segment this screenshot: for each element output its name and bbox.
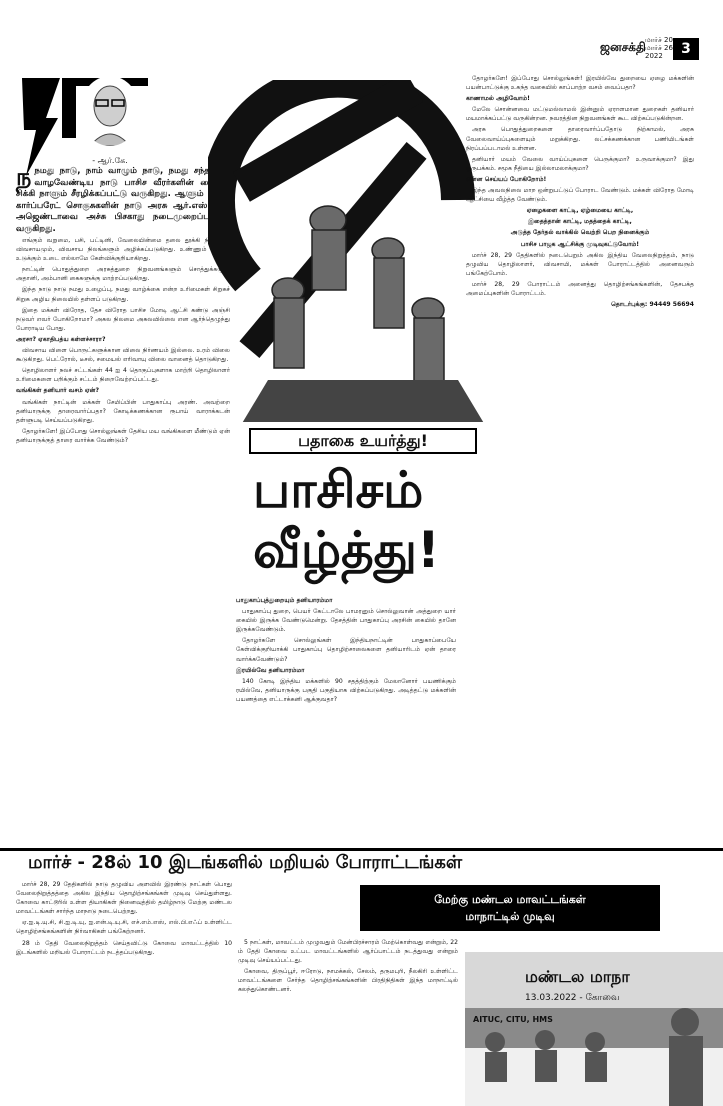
paragraph: 28 ம் தேதி வேலைநிறுத்தம் செய்தவிட்டு கோவை மாவட்டத்தில் 10 இடங்களில் மறியல் போராட்டம் நடத்தப்படுகிறது. bbox=[16, 939, 232, 956]
sub-headline-banner bbox=[360, 885, 660, 931]
issue-dates bbox=[645, 36, 673, 60]
subheading: காணாமல் அழிவோம்! bbox=[466, 95, 530, 103]
article-column-3 bbox=[466, 74, 694, 846]
paragraph: இதை மக்கள் விரோத, தேச விரோத பாசிச மோடி ஆட்சி கண்டு அஞ்சி நடுவர் எவர் போகிறோமா? அகல நிலமை அகலவில்லை என ஆர்ந்தெழுந்து போராடிய போது. bbox=[16, 306, 230, 332]
paragraph: மார்ச் 28, 29 தேதிகளில் நடைபெறும் அகில இந்திய வேலைநிறுத்தம், நாடு தழுவிய தொழிலாளர், விவசாயி, மக்கள் போராட்டத்தில் அனைவரும் பங்கேற்போம். bbox=[466, 251, 694, 277]
paragraph: அரசு பொதுத்துறைகளை தாரைவார்ப்பதோடு நிற்காமல், அரசு வேலைவாய்ப்புகளையும் மறுக்கிறது. லட்சக்கணக்கான பணியிடங்கள் நிரப்பப்படாமல் உள்ளன. bbox=[466, 126, 694, 152]
photo-unions-text: AITUC, CITU, HMS bbox=[473, 1015, 553, 1024]
subheading: பாதுகாப்புத்துறையும் தனியாரம்மா bbox=[236, 597, 333, 604]
paragraph: இந்த நாடு நாடு நமது உழைப்பு, நமது வாழ்க்கை என்ற உரிமைகள் சிறுகச் சிறுக அழிய நிலையில் தள்ளப் படுகிறது. bbox=[16, 286, 230, 303]
subheading: வங்கிகள் தனியார் வசம் ஏன்? bbox=[16, 387, 100, 395]
dropcap: ந bbox=[16, 163, 32, 191]
paragraph: தோழர்களே சொல்லுங்கள் இந்தியநாட்டின் பாதுகாப்பையே கேள்விக்குறியாக்கி பாதுகாப்பு தொழிற்சாலைகளை தனியாரிடம் ஏன் தாரை வார்க்கவேண்டும்? bbox=[236, 637, 456, 663]
hammer-sickle-artwork bbox=[208, 80, 500, 430]
lead-paragraph bbox=[16, 163, 230, 235]
article-column-1 bbox=[16, 236, 230, 846]
slogan-line: இதைத்தான் காட்டி, மதத்தைக் காட்டி, bbox=[528, 218, 632, 226]
conference-photo bbox=[465, 952, 723, 1106]
subheading: என்ன செய்யப் போகிறோம்! bbox=[466, 175, 547, 183]
paragraph: மார்ச் 28, 29 தேதிகளில் நாடு தழுவிய அளவில் இரண்டு நாட்கள் பொது வேலைநிறுத்தத்தை அகில இந்திய தொழிற்சங்கங்கள் முடிவு செய்துள்ளது. கோவை காட்டூரில் உள்ள தியாகிகள் நினைவுத்தில் தமிழ்நாடு மேற்கு மண்டல மாவட்டங்கள் சார்ந்த மாநாடு நடைபெற்றது. bbox=[16, 881, 232, 916]
author-name: - ஆர்.கே. bbox=[92, 156, 128, 165]
bottom-column-2 bbox=[238, 938, 458, 1098]
slogan-line: பாசிச பாஜக ஆட்சிக்கு முடிவுகட்டுவோம்! bbox=[520, 240, 640, 248]
paragraph: 140 கோடி இந்திய மக்களில் 90 சதத்திற்கும் மேலானோர் பயணிக்கும் ரயில்வே, தனியாருக்கு பகுதி பகுதியாக விற்கப்படுகிறது. அடித்தட்டு மக்களின் பயணத்தை எட்டாக்கனி ஆக்குவதா? bbox=[236, 677, 456, 703]
photo-banner-text: மண்டல மாநா bbox=[525, 967, 630, 986]
masthead bbox=[0, 0, 723, 62]
paragraph: தோழர்களே! இப்போது சொல்லுங்கள் தேசிய மய வங்கிகளை மீண்டும் ஏன் தனியாருக்குத் தாரை வார்க்க வேண்டும்? bbox=[16, 427, 230, 444]
headline-tagline: பதாகை உயர்த்து! bbox=[249, 428, 477, 454]
issue-line: மார்ச் 26 bbox=[645, 44, 673, 52]
bottom-column-1 bbox=[16, 880, 232, 1100]
issue-line: 2022 bbox=[645, 52, 663, 60]
headline-main-line2: வீழ்த்து! bbox=[253, 521, 440, 579]
author-photo bbox=[80, 76, 140, 146]
paragraph: நாட்டின் பொதுத்துறை அரசுத்துறை நிறுவனங்களும் சொத்துக்களும் அதானி, அம்பானி கைகளுக்கு மாற்றப்படுகிறது. bbox=[16, 266, 230, 283]
paragraph: மேலே சொன்னவை மட்டுமல்லாமல் இன்னும் ஏராளமான துறைகள் தனியார் மயமாக்கப்பட்டு வருகின்றன. நவரத்தின நிறுவனங்கள் கூட விற்கப்படுகின்றன. bbox=[466, 106, 694, 123]
paragraph: மார்ச் 28, 29 போராட்டம் அனைத்து தொழிற்சங்கங்களின், தேசபக்த அமைப்புகளின் போராட்டம். bbox=[466, 280, 694, 297]
page-number: 3 bbox=[673, 38, 699, 60]
subheading: இரயில்வே தனியாரம்மா bbox=[236, 666, 305, 674]
banner-line: மாநாட்டில் முடிவு bbox=[465, 910, 555, 923]
section-rule bbox=[0, 848, 723, 851]
newspaper-brand: ஜனசக்தி bbox=[600, 40, 646, 54]
paragraph: ஏ.ஐ.டி.யு.சி, சி.ஐ.டி.யு, ஐ.என்.டி.யு.சி, எச்.எம்.எஸ், எல்.பி.எஃப் உள்ளிட்ட தொழிற்சங்கங்களின் நிர்வாகிகள் பங்கேற்றனர். bbox=[16, 919, 232, 936]
paragraph: தனியார் மயம் வேலை வாய்ப்புகளை பெருக்குமா? உருவாக்குமா? இது ஒருபக்கம். சமூக நீதியை இல்லாமலாக்குமா? bbox=[466, 155, 694, 172]
paragraph: எங்கும் வறுமை, பசி, பட்டினி, வேலையின்மை தலை தூக்கி நிற்கிறது. விவசாயமும், விவசாய நிலங்களும் அழிக்கப்படுகிறது. உண்ணும் உணவு உடுக்கும் உடை எல்லாமே கேள்விக்குறியாகிறது. bbox=[16, 237, 230, 263]
slogan-line: அடுத்த தேர்தல் வாக்கில் வெற்றி பெற நினைக்கும் bbox=[510, 229, 650, 237]
paragraph: 5 நாட்கள், மாவட்டம் முழுவதும் மேன்பிரச்சாரம் மேற்கொள்வது என்றும், 22 ம் தேதி கோவை உட்பட மாவட்டங்களில் ஆர்ப்பாட்டம் நடத்துவது என்றும் முடிவு செய்யப்பட்டது. bbox=[238, 939, 458, 965]
paragraph: கோவை, திருப்பூர், ஈரோடு, நாமக்கல், சேலம், தருமபுரி, நீலகிரி உள்ளிட்ட மாவட்டங்களை சேர்ந்த தொழிற்சங்கங்களின் பிரதிநிதிகள் இந்த மாநாட்டில் கலந்துகொண்டனர். bbox=[238, 968, 458, 994]
paragraph: விவசாய விளை பொருட்களுக்கான விலை நிர்ணயம் இல்லை. உரம் விலை கூடுகிறது. பெட்ரோல், டீசல், சமையல் எரிவாயு விலை வானைத் தொடுகிறது. bbox=[16, 347, 230, 364]
subheading: அரசா? ஏகாதிபத்ய கள்ளச்சாரா? bbox=[16, 335, 106, 343]
lead-text: நமது நாடு, நாம் வாழும் நாடு, நமது சந்ததிகள் வாழவேண்டிய நாடு பாசிச வீரர்களின் கையில் சிக்கி நாளும் சீரழிக்கப்பட்டு வருகிறது. ஆளும் பாசிச கார்ப்பரேட் சொகுசுகளின் நாடு அரசு ஆர்.எஸ்.எஸ். அஜெண்டாவை அச்சு பிசகாது நடைமுறைப்படுத்தி வருகிறது. bbox=[16, 166, 230, 234]
headline-main-line1: பாசிசம் bbox=[253, 461, 424, 519]
contact-line: தொடர்புக்கு: 94449 56694 bbox=[611, 301, 694, 309]
headline-box bbox=[235, 422, 495, 590]
slogan-line: ஏழைகளை காட்டி, ஏழ்மையை காட்டி, bbox=[526, 207, 634, 215]
paragraph: தோழர்களே! இப்போது சொல்லுங்கள்! இரயில்வே துறையை ஏழை மக்களின் பயன்பாட்டுக்கு உகந்த வகையில் காப்பாற்ற வசம் வைப்பதா? bbox=[466, 75, 694, 92]
issue-line: மார்ச் 20 bbox=[645, 36, 673, 44]
paragraph: பாதுகாப்பு துறை, பெயர் கேட்டாலே பாமரனும் சொல்லுவான் அத்துறை யார் கையில் இருக்க வேண்டுமென்று. தேசத்தின் பாதுகாப்பு அரசின் கையில் தானே இருக்கவேண்டும். bbox=[236, 608, 456, 634]
paragraph: தொழிலாளர் நலச் சட்டங்கள் 44 ஐ 4 தொகுப்புகளாக மாற்றி தொழிலாளர் உரிமைகளை பறிக்கும் சட்டம் நிறைவேற்றப்பட்டது. bbox=[16, 367, 230, 384]
photo-date-text: 13.03.2022 - கோவை bbox=[525, 993, 620, 1003]
paragraph: வங்கிகள் நாட்டின் மக்கள் சேமிப்பின் பாதுகாப்பு அரண். அவற்றை தனியாருக்கு தாரைவார்ப்பதா? கோடிக்கணக்கான ரூபாய் வாராக்கடன் தள்ளுபடி செய்யப்படுகிறது. bbox=[16, 398, 230, 424]
bottom-headline: மார்ச் - 28ல் 10 இடங்களில் மறியல் போராட்டங்கள் bbox=[28, 852, 463, 873]
paragraph: இந்த அவலநிலை மாற ஒன்றுபட்டுப் போராட வேண்டும். மக்கள் விரோத மோடி ஆட்சியை வீழ்த்த வேண்டும். bbox=[466, 187, 694, 204]
banner-line: மேற்கு மண்டல மாவட்டங்கள் bbox=[434, 893, 586, 906]
article-column-2 bbox=[236, 596, 456, 844]
